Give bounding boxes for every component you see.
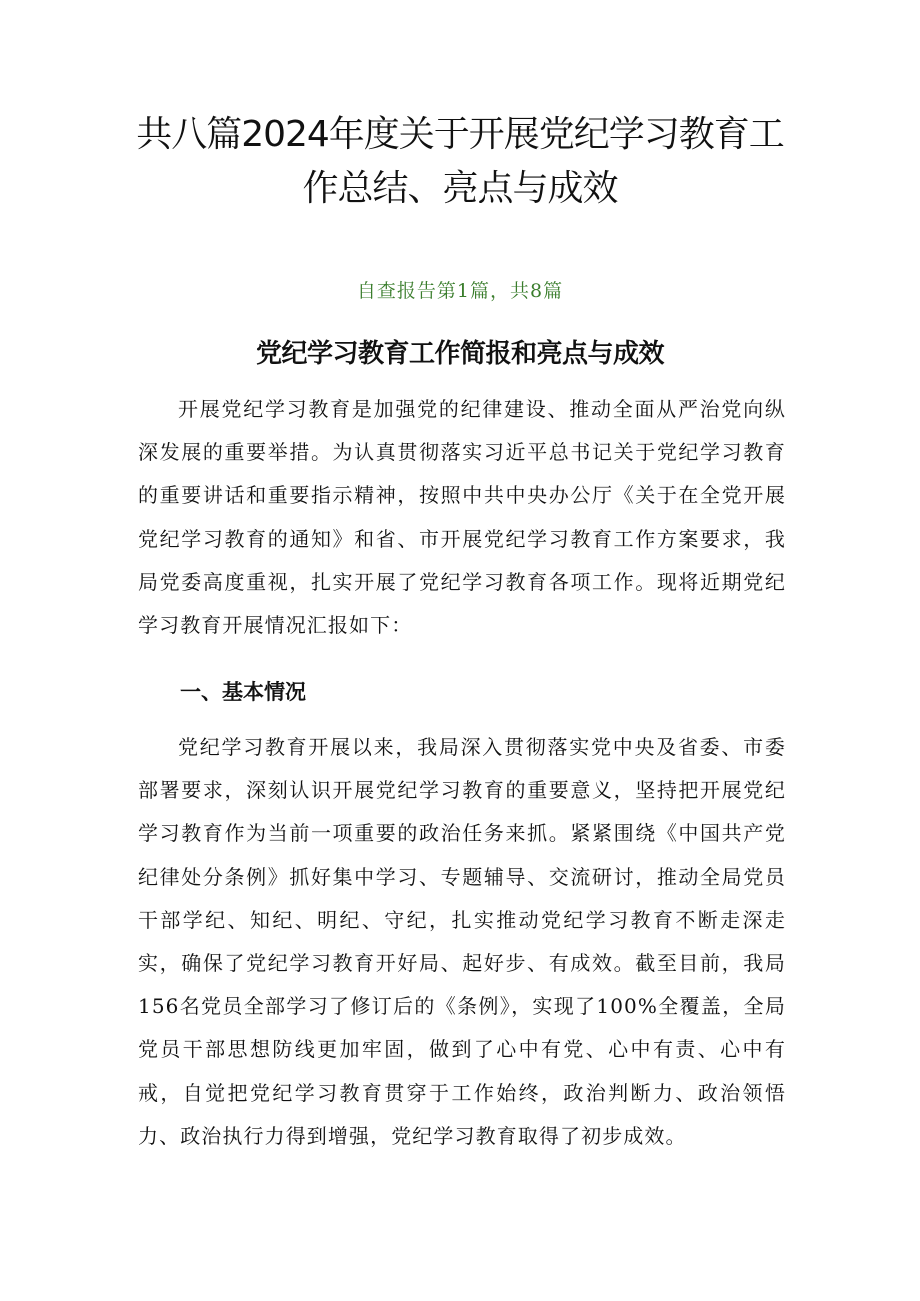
part-label: 自查报告第1篇，共8篇 xyxy=(356,280,564,302)
intro-paragraph: 开展党纪学习教育是加强党的纪律建设、推动全面从严治党向纵深发展的重要举措。为认真贯彻落实习近平总书记关于党纪学习教育的重要讲话和重要指示精神，按照中共中央办公厅《关于在全党开展党纪学习教育的通知》和省、市开展党纪学习教育工作方案要求，我局党委高度重视，扎实开展了党纪学习教育各项工作。现将近期党纪学习教育开展情况汇报如下： xyxy=(138,397,786,638)
section-heading: 一、基本情况 xyxy=(180,680,306,704)
document-title: 共八篇2024年度关于开展党纪学习教育工作总结、亮点与成效 xyxy=(136,114,784,209)
basic-situation-paragraph: 党纪学习教育开展以来，我局深入贯彻落实党中央及省委、市委部署要求，深刻认识开展党纪学习教育的重要意义，坚持把开展党纪学习教育作为当前一项重要的政治任务来抓。紧紧围绕《中国共产党纪律处分条例》抓好集中学习、专题辅导、交流研讨，推动全局党员干部学纪、知纪、明纪、守纪，扎实推动党纪学习教育不断走深走实，确保了党纪学习教育开好局、起好步、有成效。截至目前，我局156名党员全部学习了修订后的《条例》，实现了100%全覆盖，全局党员干部思想防线更加牢固，做到了心中有党、心中有责、心中有戒，自觉把党纪学习教育贯穿于工作始终，政治判断力、政治领悟力、政治执行力得到增强，党纪学习教育取得了初步成效。 xyxy=(138,735,786,1148)
report-subtitle: 党纪学习教育工作简报和亮点与成效 xyxy=(255,339,664,369)
